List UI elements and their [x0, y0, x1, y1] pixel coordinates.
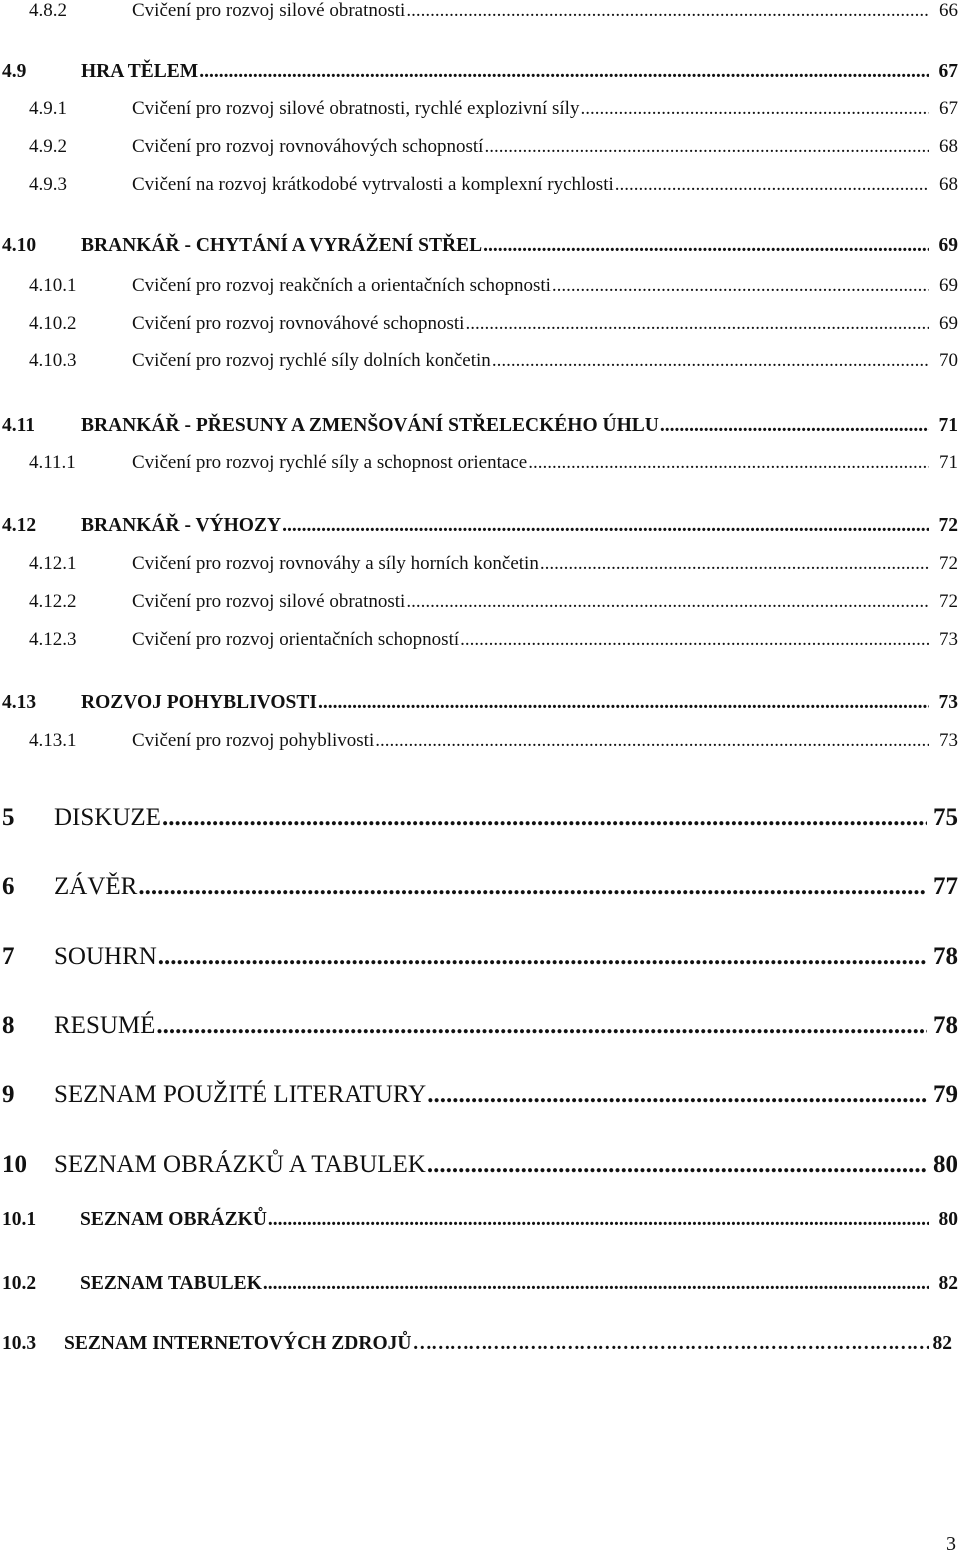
dot-leader	[460, 629, 929, 651]
toc-entry[interactable]	[0, 1081, 960, 1109]
dot-leader	[528, 452, 929, 474]
dot-leader	[660, 415, 929, 437]
entry-number: 4.12.2	[29, 591, 77, 612]
entry-title: Cvičení pro rozvoj pohyblivosti	[132, 730, 375, 751]
entry-page: 66	[939, 0, 958, 21]
entry-number: 4.13.1	[29, 730, 77, 751]
entry-title: SEZNAM POUŽITÉ LITERATURY	[54, 1081, 427, 1108]
dot-leader	[615, 174, 929, 196]
entry-number: 10.3	[2, 1333, 37, 1354]
entry-title: Cvičení pro rozvoj rychlé síly a schopnost orientace	[132, 452, 528, 473]
entry-page: 72	[939, 553, 958, 574]
toc-entry[interactable]	[0, 1012, 960, 1040]
toc-entry[interactable]	[0, 1333, 960, 1355]
entry-title: BRANKÁŘ - CHYTÁNÍ A VYRÁŽENÍ STŘEL	[81, 235, 483, 256]
entry-title: HRA TĚLEM	[81, 61, 199, 82]
toc-entry[interactable]	[0, 1151, 960, 1179]
dot-leader	[162, 804, 927, 832]
dot-leader	[427, 1151, 927, 1179]
entry-number: 10	[2, 1151, 27, 1178]
entry-title: DISKUZE	[54, 804, 161, 831]
dot-leader	[375, 730, 929, 752]
toc-entry[interactable]	[0, 629, 960, 651]
entry-number: 4.11	[2, 415, 36, 436]
entry-title: Cvičení pro rozvoj rychlé síly dolních končetin	[132, 350, 491, 371]
entry-number: 6	[2, 873, 15, 900]
toc-entry[interactable]	[0, 591, 960, 613]
toc-entry[interactable]	[0, 235, 960, 257]
dot-leader	[412, 1333, 929, 1355]
toc-entry[interactable]	[0, 0, 960, 22]
entry-title: Cvičení na rozvoj krátkodobé vytrvalosti a komplexní rychlosti	[132, 174, 614, 195]
entry-number: 4.9.2	[29, 136, 67, 157]
entry-title: SEZNAM OBRÁZKŮ	[80, 1209, 267, 1230]
toc-entry[interactable]	[0, 452, 960, 474]
toc-entry[interactable]	[0, 873, 960, 901]
page-number: 3	[946, 1533, 956, 1555]
dot-leader	[580, 98, 929, 120]
entry-page: 73	[938, 692, 958, 713]
entry-page: 69	[939, 275, 958, 296]
entry-page: 67	[939, 98, 958, 119]
entry-number: 4.12.3	[29, 629, 77, 650]
entry-page: 80	[933, 1151, 958, 1178]
toc-entry[interactable]	[0, 98, 960, 120]
toc-entry[interactable]	[0, 692, 960, 714]
toc-entry[interactable]	[0, 943, 960, 971]
toc-entry[interactable]	[0, 1209, 960, 1231]
entry-page: 77	[933, 873, 958, 900]
entry-title: RESUMÉ	[54, 1012, 156, 1039]
entry-number: 4.11.1	[29, 452, 76, 473]
entry-number: 4.13	[2, 692, 37, 713]
entry-number: 5	[2, 804, 15, 831]
entry-page: 69	[939, 313, 958, 334]
entry-page: 80	[938, 1209, 958, 1230]
entry-page: 68	[939, 174, 958, 195]
entry-title: SEZNAM TABULEK	[80, 1273, 262, 1294]
entry-number: 10.1	[2, 1209, 37, 1230]
entry-title: Cvičení pro rozvoj silové obratnosti, rychlé explozivní síly	[132, 98, 580, 119]
entry-number: 10.2	[2, 1273, 37, 1294]
dot-leader	[263, 1273, 929, 1295]
entry-title: BRANKÁŘ - PŘESUNY A ZMENŠOVÁNÍ STŘELECKÉHO ÚHLU	[81, 415, 659, 436]
entry-number: 4.10	[2, 235, 37, 256]
entry-number: 4.12	[2, 515, 37, 536]
entry-page: 73	[939, 730, 958, 751]
entry-page: 72	[938, 515, 958, 536]
entry-page: 67	[938, 61, 958, 82]
entry-title: Cvičení pro rozvoj silové obratnosti	[132, 0, 406, 21]
entry-title: Cvičení pro rozvoj rovnováhových schopností	[132, 136, 484, 157]
entry-number: 4.8.2	[29, 0, 67, 21]
dot-leader	[427, 1081, 927, 1109]
toc-entry[interactable]	[0, 136, 960, 158]
entry-page: 71	[939, 452, 958, 473]
entry-title: Cvičení pro rozvoj rovnováhy a síly horních končetin	[132, 553, 539, 574]
dot-leader	[199, 61, 929, 83]
dot-leader	[540, 553, 929, 575]
toc-entry[interactable]	[0, 804, 960, 832]
dot-leader	[484, 136, 929, 158]
entry-title: ZÁVĚR	[54, 873, 138, 900]
entry-title: Cvičení pro rozvoj reakčních a orientačních schopnosti	[132, 275, 551, 296]
entry-number: 4.9.1	[29, 98, 67, 119]
dot-leader	[158, 943, 927, 971]
dot-leader	[318, 692, 929, 714]
dot-leader	[406, 0, 929, 22]
entry-page: 71	[938, 415, 958, 436]
entry-page: 82	[938, 1273, 958, 1294]
dot-leader	[483, 235, 929, 257]
entry-page: 78	[933, 1012, 958, 1039]
entry-number: 8	[2, 1012, 15, 1039]
toc-entry[interactable]	[0, 1273, 960, 1295]
entry-page: 70	[939, 350, 958, 371]
entry-title: SEZNAM OBRÁZKŮ A TABULEK	[54, 1151, 426, 1178]
entry-page: 75	[933, 804, 958, 831]
entry-page: 79	[933, 1081, 958, 1108]
toc-entry[interactable]	[0, 174, 960, 196]
toc-entry[interactable]	[0, 350, 960, 372]
toc-entry[interactable]	[0, 275, 960, 297]
entry-title: Cvičení pro rozvoj orientačních schopností	[132, 629, 460, 650]
entry-page: 72	[939, 591, 958, 612]
entry-number: 4.10.3	[29, 350, 77, 371]
entry-number: 4.9	[2, 61, 27, 82]
entry-number: 4.10.1	[29, 275, 77, 296]
toc-entry[interactable]	[0, 415, 960, 437]
entry-title: Cvičení pro rozvoj silové obratnosti	[132, 591, 406, 612]
toc-entry[interactable]	[0, 730, 960, 752]
toc-entry[interactable]	[0, 61, 960, 83]
dot-leader	[465, 313, 929, 335]
entry-title: Cvičení pro rozvoj rovnováhové schopnosti	[132, 313, 465, 334]
entry-number: 7	[2, 943, 15, 970]
dot-leader	[552, 275, 929, 297]
entry-title: ROZVOJ POHYBLIVOSTI	[81, 692, 317, 713]
entry-page: 78	[933, 943, 958, 970]
entry-number: 9	[2, 1081, 15, 1108]
entry-number: 4.12.1	[29, 553, 77, 574]
dot-leader	[138, 873, 927, 901]
dot-leader	[268, 1209, 929, 1231]
entry-page: 73	[939, 629, 958, 650]
dot-leader	[156, 1012, 927, 1040]
dot-leader	[492, 350, 929, 372]
dot-leader	[282, 515, 929, 537]
toc-entry[interactable]	[0, 553, 960, 575]
entry-title: SEZNAM INTERNETOVÝCH ZDROJŮ	[64, 1333, 412, 1354]
entry-page: 69	[938, 235, 958, 256]
entry-title: SOUHRN	[54, 943, 157, 970]
toc-entry[interactable]	[0, 313, 960, 335]
entry-number: 4.10.2	[29, 313, 77, 334]
toc-entry[interactable]	[0, 515, 960, 537]
entry-page: 82	[932, 1333, 952, 1354]
entry-title: BRANKÁŘ - VÝHOZY	[81, 515, 282, 536]
entry-page: 68	[939, 136, 958, 157]
entry-number: 4.9.3	[29, 174, 67, 195]
dot-leader	[406, 591, 929, 613]
